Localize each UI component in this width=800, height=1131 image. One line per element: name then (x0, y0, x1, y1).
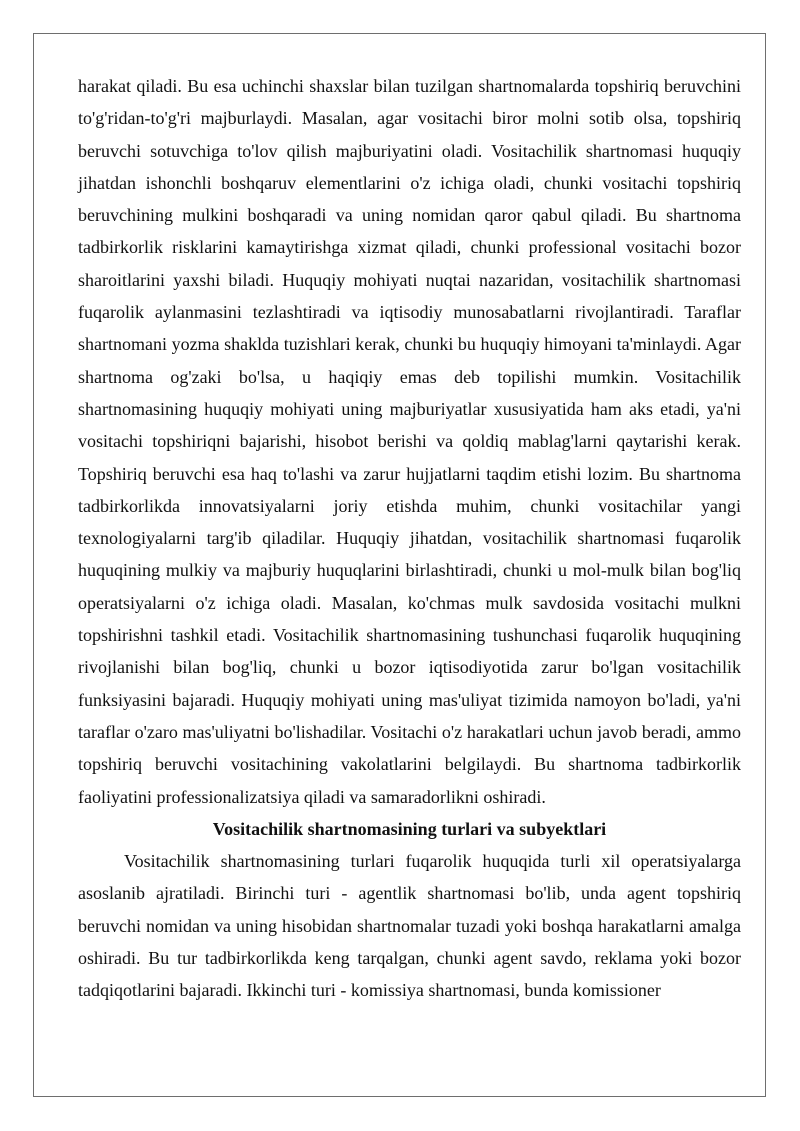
body-paragraph: Vositachilik shartnomasining turlari fuqarolik huquqida turli xil operatsiyalarga asoslanib ajratiladi. Birinchi turi - agentlik shartnomasi bo'lib, unda agent topshiriq beruvchi nomidan va uning hisobidan shartnomalar tuzadi yoki boshqa harakatlarni amalga oshiradi. Bu tur tadbirkorlikda keng tarqalgan, chunki agent savdo, reklama yoki bozor tadqiqotlarini bajaradi. Ikkinchi turi - komissiya shartnomasi, bunda komissioner (78, 851, 741, 1001)
page-content (78, 70, 741, 1007)
body-paragraph: harakat qiladi. Bu esa uchinchi shaxslar bilan tuzilgan shartnomalarda topshiriq beruvchini to'g'ridan-to'g'ri majburlaydi. Masalan, agar vositachi biror molni sotib olsa, topshiriq beruvchi sotuvchiga to'lov qilish majburiyatini oladi. Vositachilik shartnomasi huquqiy jihatdan ishonchli boshqaruv elementlarini o'z ichiga oladi, chunki vositachi topshiriq beruvchining mulkini boshqaradi va uning nomidan qaror qabul qiladi. Bu shartnoma tadbirkorlik risklarini kamaytirishga xizmat qiladi, chunki professional vositachi bozor sharoitlarini yaxshi biladi. Huquqiy mohiyati nuqtai nazaridan, vositachilik shartnomasi fuqarolik aylanmasini tezlashtiradi va iqtisodiy munosabatlarni rivojlantiradi. Taraflar shartnomani yozma shaklda tuzishlari kerak, chunki bu huquqiy himoyani ta'minlaydi. Agar shartnoma og'zaki bo'lsa, u haqiqiy emas deb topilishi mumkin. Vositachilik shartnomasining huquqiy mohiyati uning majburiyatlar xususiyatida ham aks etadi, ya'ni vositachi topshiriqni bajarishi, hisobot berishi va qoldiq mablag'larni qaytarishi kerak. Topshiriq beruvchi esa haq to'lashi va zarur hujjatlarni taqdim etishi lozim. Bu shartnoma tadbirkorlikda innovatsiyalarni joriy etishda muhim, chunki vositachilar yangi texnologiyalarni targ'ib qiladilar. Huquqiy jihatdan, vositachilik shartnomasi fuqarolik huquqining mulkiy va majburiy huquqlarini birlashtiradi, chunki u mol-mulk bilan bog'liq operatsiyalarni o'z ichiga oladi. Masalan, ko'chmas mulk savdosida vositachi mulkni topshirishni tashkil etadi. Vositachilik shartnomasining tushunchasi fuqarolik huquqining rivojlanishi bilan bog'liq, chunki u bozor iqtisodiyotida zarur bo'lgan vositachilik funksiyasini bajaradi. Huquqiy mohiyati uning mas'uliyat tizimida namoyon bo'ladi, ya'ni taraflar o'zaro mas'uliyatni bo'lishadilar. Vositachi o'z harakatlari uchun javob beradi, ammo topshiriq beruvchi vositachining vakolatlarini belgilaydi. Bu shartnoma tadbirkorlik faoliyatini professionalizatsiya qiladi va samaradorlikni oshiradi. (78, 76, 741, 807)
section-heading: Vositachilik shartnomasining turlari va subyektlari (212, 818, 607, 839)
